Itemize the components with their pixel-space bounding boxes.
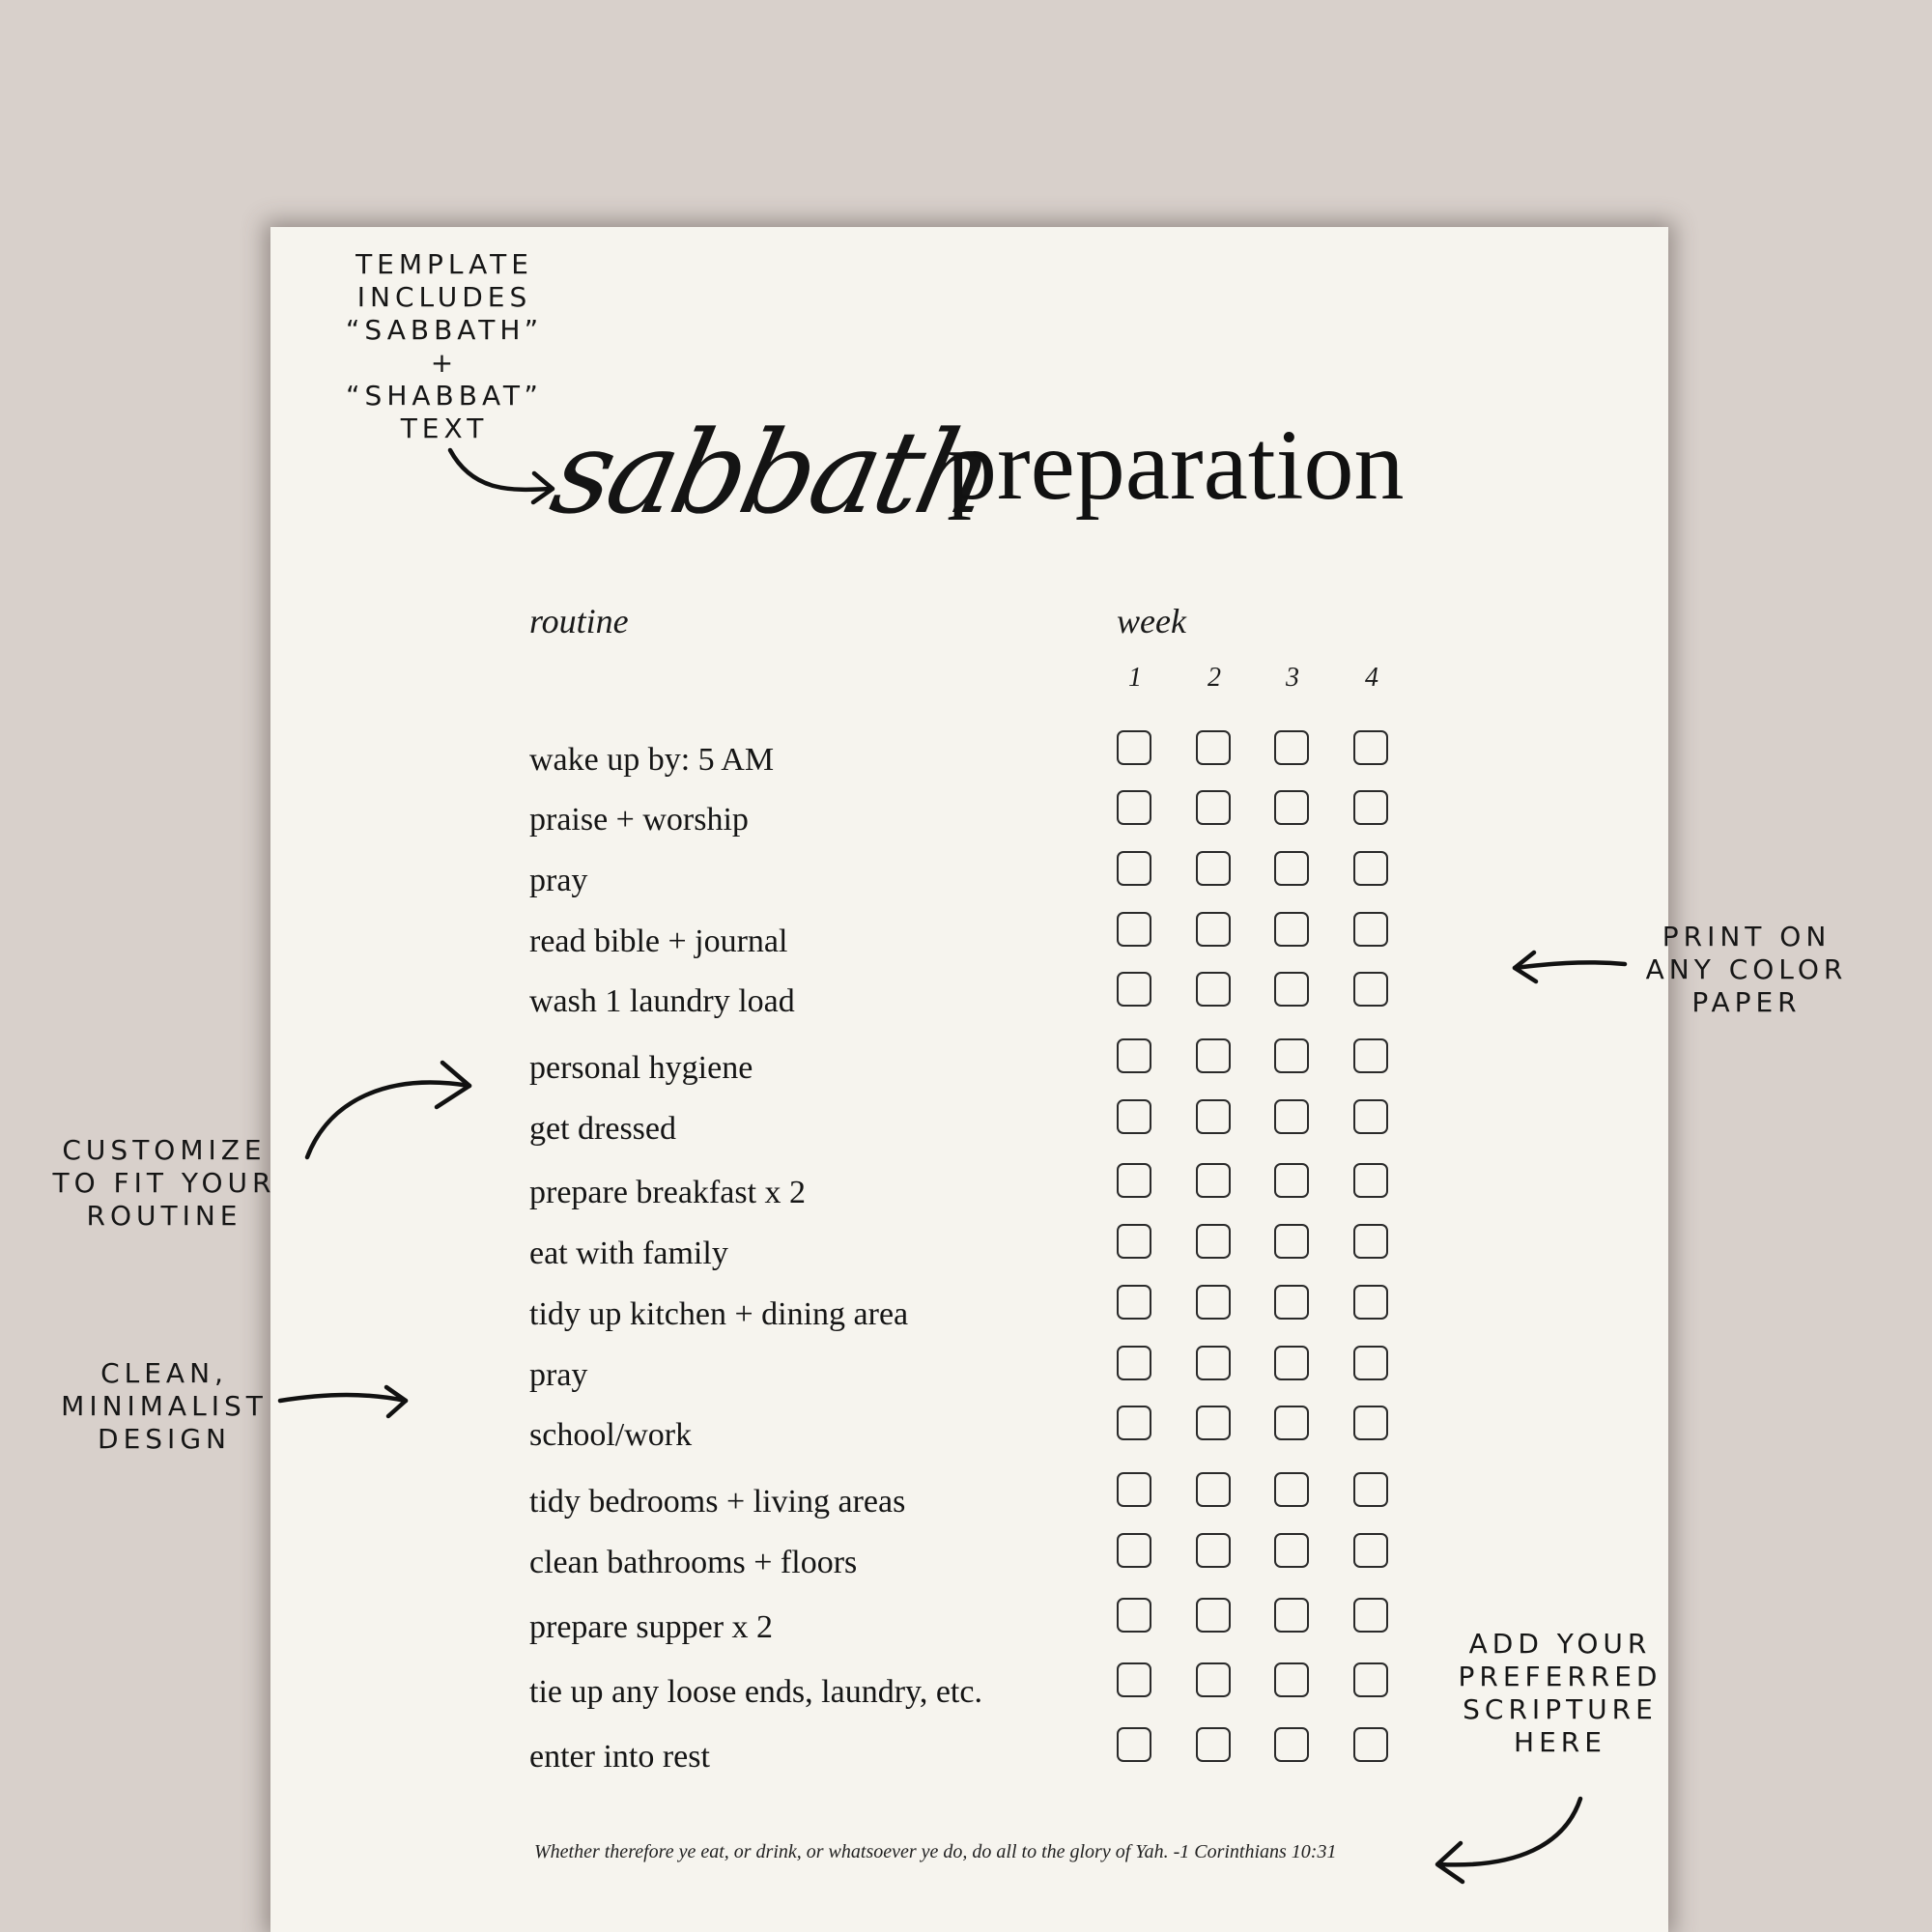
title-serif-word: preparation [947,410,1405,521]
scripture-verse: Whether therefore ye eat, or drink, or whatsoever ye do, do all to the glory of Yah. -1 Corinthians 10:31 [534,1841,1337,1862]
annotation-line: + [430,347,459,379]
routine-item-label: get dressed [529,1111,677,1147]
annotation-line: PREFERRED [1458,1661,1662,1692]
annotation-line: TEMPLATE [355,248,533,280]
annotation-line: PAPER [1691,986,1802,1018]
annotation-line: ROUTINE [86,1200,242,1232]
annotation-line: “SHABBAT” [346,380,543,412]
annotation-line: TO FIT YOUR [52,1167,276,1199]
routine-item-label: wake up by: 5 AM [529,742,775,778]
routine-item-label: prepare supper x 2 [529,1609,774,1645]
routine-item-label: clean bathrooms + floors [529,1545,858,1580]
arrow-from-print-icon [1515,962,1625,968]
annotation-line: TEXT [400,412,489,444]
routine-item-label: school/work [529,1417,693,1453]
arrow-from-clean-head-icon [386,1387,406,1416]
arrow-from-scripture-head-icon [1437,1843,1463,1882]
routine-item-label: praise + worship [529,802,749,838]
annotation-line: CLEAN, [100,1357,228,1389]
annotation-line: ANY COLOR [1645,953,1848,985]
annotation-line: SCRIPTURE [1463,1693,1658,1725]
routine-item-label: tidy bedrooms + living areas [529,1484,906,1520]
routine-item-label: personal hygiene [529,1050,753,1086]
routine-item-label: pray [529,1357,588,1393]
annotation-line: PRINT ON [1662,921,1832,952]
annotation-line: MINIMALIST [61,1390,268,1422]
routine-item-label: tie up any loose ends, laundry, etc. [529,1674,982,1710]
routine-item-label: wash 1 laundry load [529,983,795,1019]
arrow-from-customize-icon [307,1083,469,1157]
annotation-line: HERE [1514,1726,1606,1758]
week-number-4: 4 [1365,663,1378,693]
routine-item-label: tidy up kitchen + dining area [529,1296,909,1332]
annotation-line: CUSTOMIZE [62,1134,267,1166]
week-number-2: 2 [1208,663,1221,693]
routine-item-label: pray [529,863,588,898]
routine-item-label: read bible + journal [529,923,788,959]
annotation-line: INCLUDES [356,281,532,313]
annotation-line: ADD YOUR [1468,1628,1652,1660]
arrow-from-clean-icon [280,1395,406,1401]
routine-item-label: eat with family [529,1236,728,1271]
arrow-from-scripture-icon [1439,1799,1580,1864]
arrow-to-title-icon [450,450,551,490]
week-number-3: 3 [1286,663,1299,693]
week-number-1: 1 [1128,663,1142,693]
routine-item-label: prepare breakfast x 2 [529,1175,807,1210]
routine-item-label: enter into rest [529,1739,710,1775]
week-column-header: week [1117,602,1186,640]
title-script-word: sabbath [541,406,1003,539]
annotation-line: DESIGN [98,1423,231,1455]
routine-column-header: routine [529,602,629,640]
annotation-line: “SABBATH” [345,314,544,346]
